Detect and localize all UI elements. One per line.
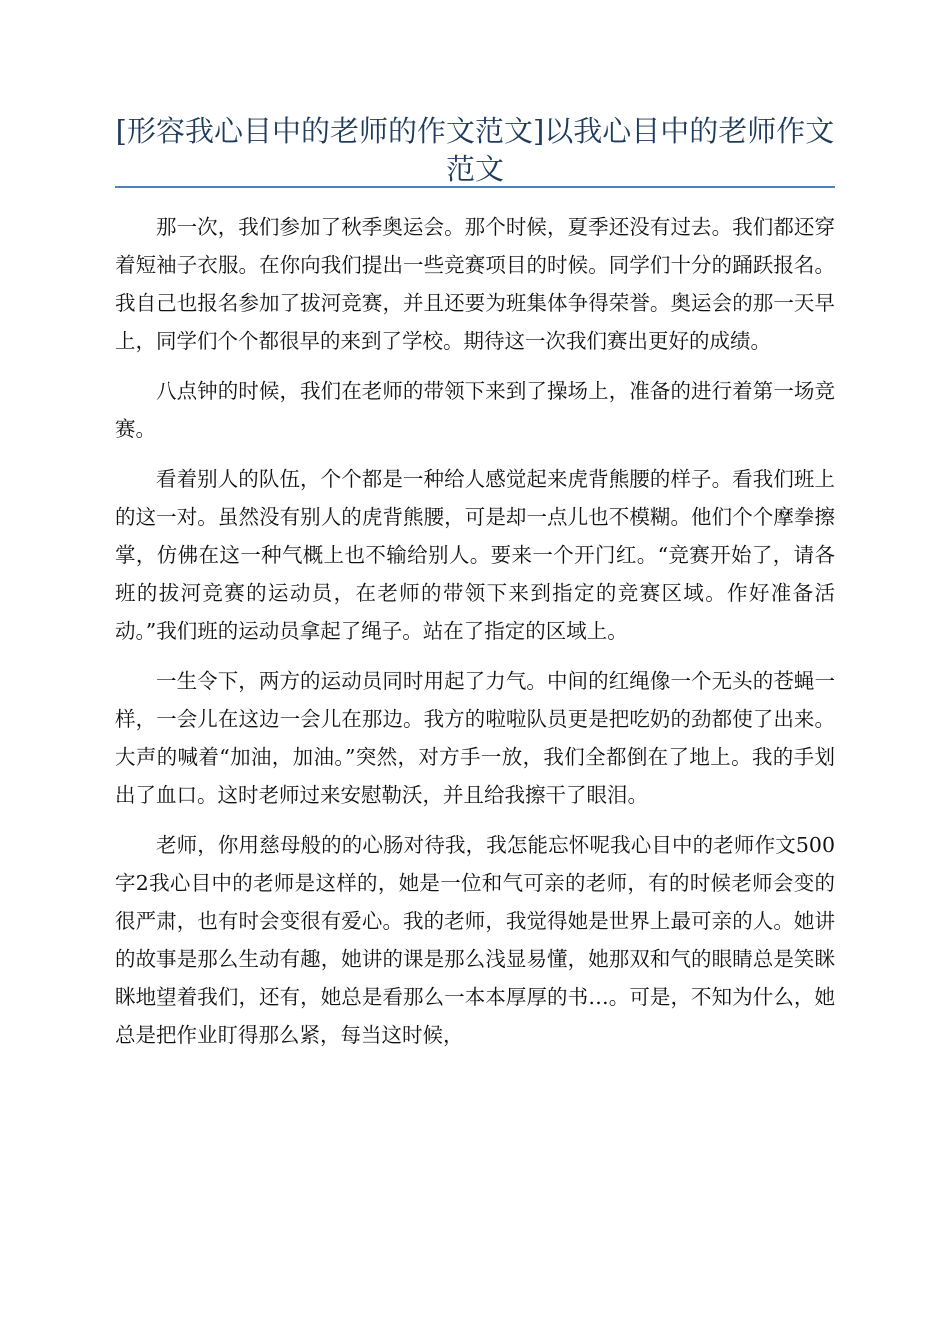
paragraph-4: 一生令下，两方的运动员同时用起了力气。中间的红绳像一个无头的苍蝇一样，一会儿在这边一会儿在那边。我方的啦啦队员更是把吃奶的劲都使了出来。大声的喊着“加油，加油。”突然，对方手一放，我们全都倒在了地上。我的手划出了血口。这时老师过来安慰勒沃，并且给我擦干了眼泪。 bbox=[115, 669, 835, 807]
document-title: [形容我心目中的老师的作文范文]以我心目中的老师作文范文 bbox=[115, 114, 835, 186]
document-body bbox=[115, 208, 835, 1066]
paragraph-3: 看着别人的队伍，个个都是一种给人感觉起来虎背熊腰的样子。看我们班上的这一对。虽然没有别人的虎背熊腰，可是却一点儿也不模糊。他们个个摩拳擦掌，仿佛在这一种气概上也不输给别人。要来一个开门红。“竞赛开始了，请各班的拔河竞赛的运动员，在老师的带领下来到指定的竞赛区域。作好准备活动。”我们班的运动员拿起了绳子。站在了指定的区域上。 bbox=[115, 467, 835, 643]
paragraph-5: 老师，你用慈母般的的心肠对待我，我怎能忘怀呢我心目中的老师作文500字2我心目中的老师是这样的，她是一位和气可亲的老师，有的时候老师会变的很严肃，也有时会变很有爱心。我的老师，我觉得她是世界上最可亲的人。她讲的故事是那么生动有趣，她讲的课是那么浅显易懂，她那双和气的眼睛总是笑眯眯地望着我们，还有，她总是看那么一本本厚厚的书…。可是，不知为什么，她总是把作业盯得那么紧，每当这时候， bbox=[115, 833, 835, 1047]
title-block bbox=[115, 112, 835, 188]
paragraph-2: 八点钟的时候，我们在老师的带领下来到了操场上，准备的进行着第一场竞赛。 bbox=[115, 379, 835, 441]
title-divider bbox=[115, 186, 835, 188]
paragraph-1: 那一次，我们参加了秋季奥运会。那个时候，夏季还没有过去。我们都还穿着短袖子衣服。在你向我们提出一些竞赛项目的时候。同学们十分的踊跃报名。我自己也报名参加了拔河竞赛，并且还要为班集体争得荣誉。奥运会的那一天早上，同学们个个都很早的来到了学校。期待这一次我们赛出更好的成绩。 bbox=[115, 215, 835, 353]
